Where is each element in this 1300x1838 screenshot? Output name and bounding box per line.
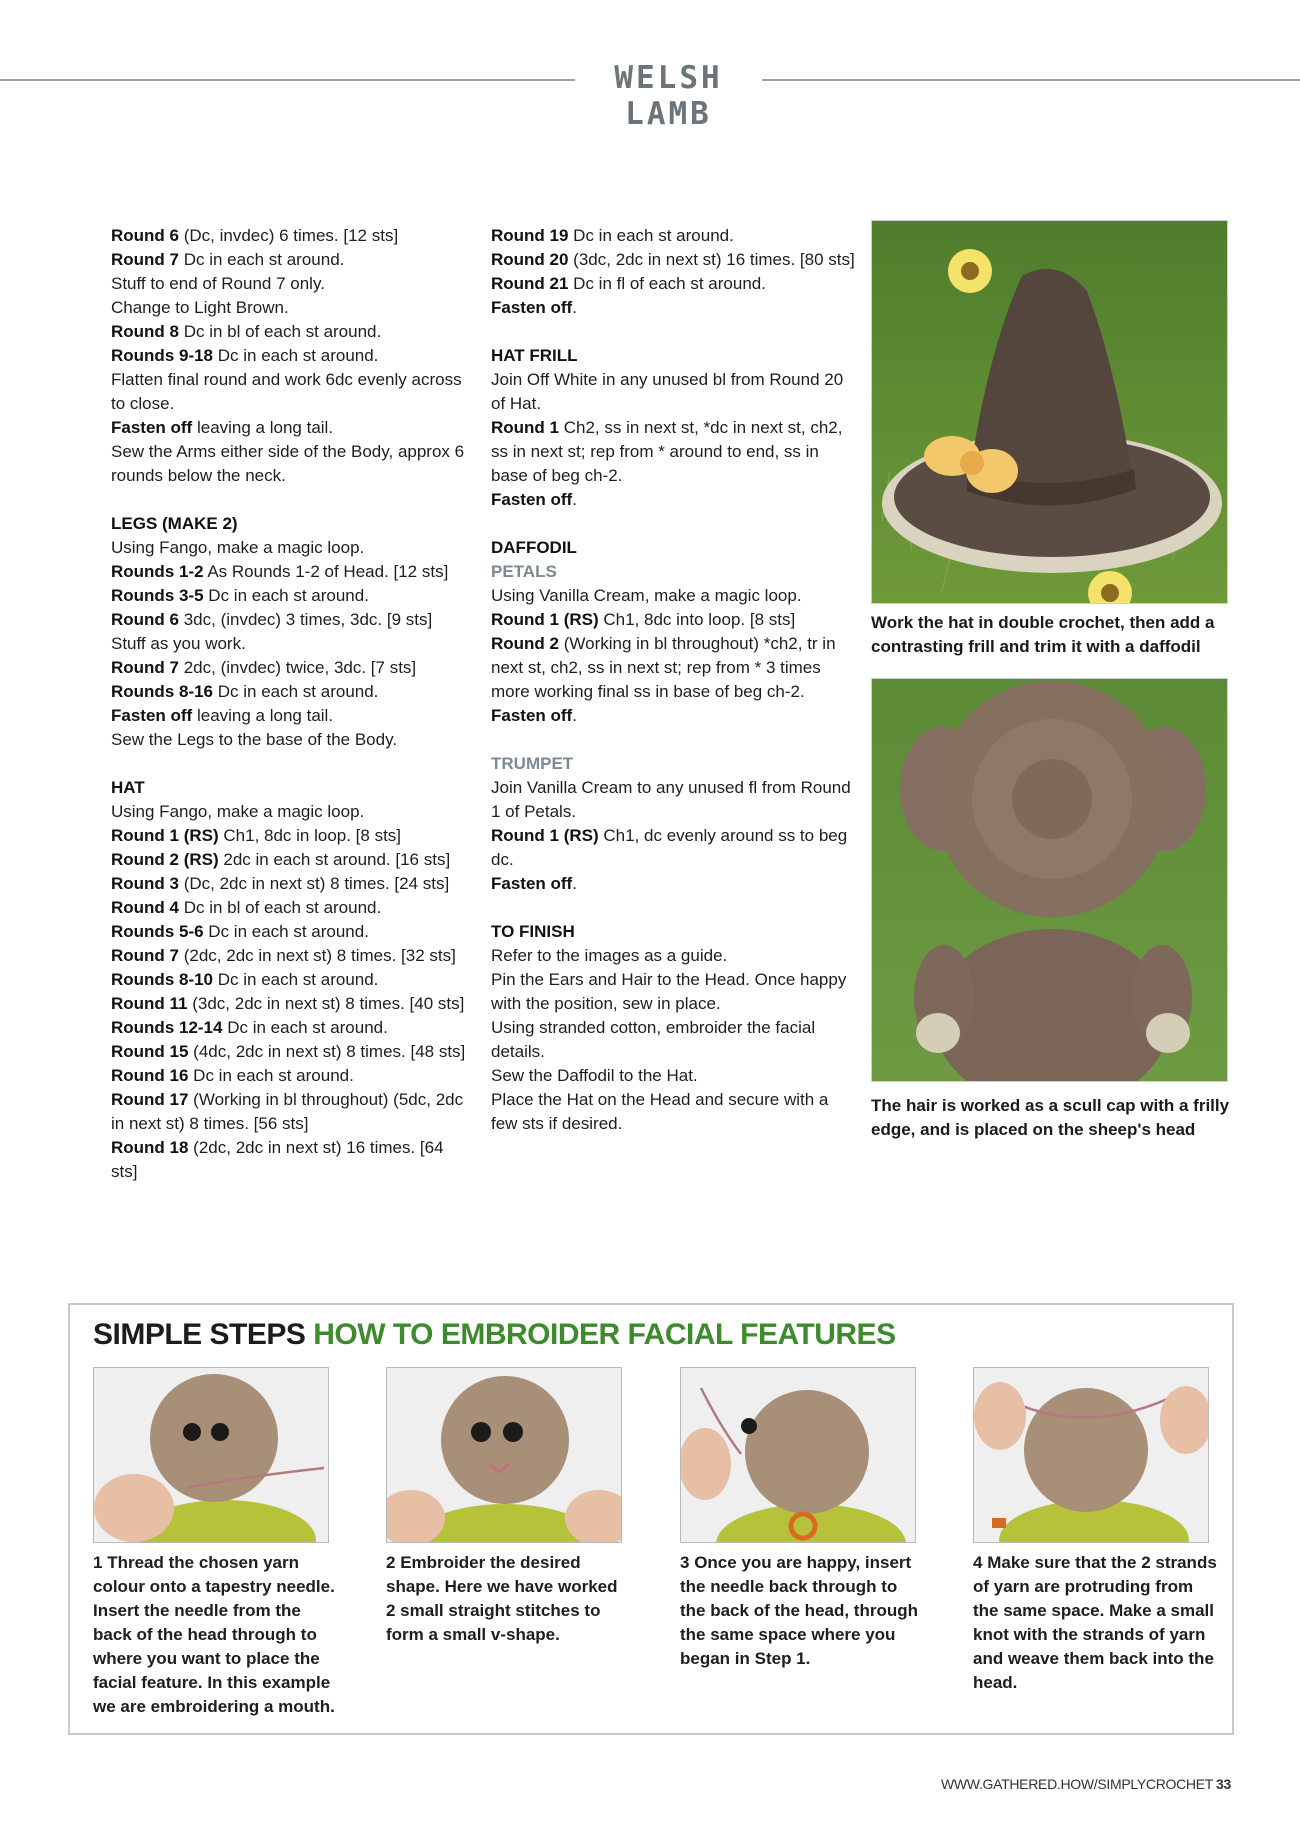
pattern-line bbox=[111, 608, 471, 632]
pattern-line bbox=[111, 1064, 471, 1088]
step-4-instruction: Make sure that the 2 strands of yarn are protruding from the same space. Make a small knot with the strands of yarn and weave them back into the head. bbox=[973, 1553, 1217, 1692]
round-instruction: Using stranded cotton, embroider the facial details. bbox=[491, 1018, 816, 1061]
pattern-line bbox=[491, 1064, 856, 1088]
pattern-line bbox=[491, 872, 856, 896]
round-label: Rounds 12-14 bbox=[111, 1018, 223, 1037]
step-2-instruction: Embroider the desired shape. Here we have worked 2 small straight stitches to form a small v-shape. bbox=[386, 1553, 618, 1644]
round-instruction: Dc in each st around. bbox=[213, 970, 379, 989]
step-1-number: 1 bbox=[93, 1553, 103, 1572]
round-instruction: (2dc, 2dc in next st) 16 times. [64 sts] bbox=[111, 1138, 444, 1181]
pattern-line bbox=[491, 1088, 856, 1136]
header-rule-right bbox=[762, 79, 1300, 81]
pattern-line bbox=[111, 272, 471, 296]
round-instruction: . bbox=[572, 706, 577, 725]
section-subheading: TRUMPET bbox=[491, 754, 574, 773]
step-3-text bbox=[680, 1551, 925, 1671]
section-heading: DAFFODIL bbox=[491, 538, 577, 557]
pattern-line bbox=[491, 824, 856, 872]
pattern-line bbox=[491, 968, 856, 1016]
round-instruction: Using Fango, make a magic loop. bbox=[111, 538, 365, 557]
round-instruction: 3dc, (invdec) 3 times, 3dc. [9 sts] bbox=[179, 610, 433, 629]
pattern-line bbox=[111, 296, 471, 320]
round-instruction: As Rounds 1-2 of Head. [12 sts] bbox=[203, 562, 449, 581]
round-label: Round 4 bbox=[111, 898, 179, 917]
round-label: Rounds 5-6 bbox=[111, 922, 204, 941]
page-number: 33 bbox=[1216, 1776, 1231, 1792]
section-heading: HAT bbox=[111, 778, 145, 797]
pattern-line bbox=[111, 248, 471, 272]
pattern-line bbox=[491, 368, 856, 416]
pattern-line bbox=[491, 584, 856, 608]
round-instruction: Place the Hat on the Head and secure with a few sts if desired. bbox=[491, 1090, 829, 1133]
pattern-line bbox=[111, 368, 471, 416]
step-4-text bbox=[973, 1551, 1218, 1695]
pattern-line bbox=[111, 632, 471, 656]
round-label: Round 3 bbox=[111, 874, 179, 893]
round-instruction: Sew the Arms either side of the Body, approx 6 rounds below the neck. bbox=[111, 442, 465, 485]
section-heading: TO FINISH bbox=[491, 922, 575, 941]
round-instruction: Pin the Ears and Hair to the Head. Once happy with the position, sew in place. bbox=[491, 970, 847, 1013]
round-label: Fasten off bbox=[491, 706, 573, 725]
round-label: Round 2 (RS) bbox=[111, 850, 219, 869]
round-instruction: Stuff to end of Round 7 only. bbox=[111, 274, 325, 293]
round-label: Round 7 bbox=[111, 250, 179, 269]
round-label: Round 11 bbox=[111, 994, 188, 1013]
round-label: Fasten off bbox=[491, 298, 573, 317]
round-label: Rounds 8-10 bbox=[111, 970, 214, 989]
step-2-number: 2 bbox=[386, 1553, 396, 1572]
pattern-column-1 bbox=[111, 224, 471, 1184]
round-instruction: 2dc, (invdec) twice, 3dc. [7 sts] bbox=[179, 658, 417, 677]
round-label: Round 8 bbox=[111, 322, 179, 341]
spacer bbox=[111, 488, 471, 512]
pattern-line bbox=[491, 776, 856, 824]
pattern-line bbox=[491, 248, 856, 272]
round-instruction: Dc in bl of each st around. bbox=[179, 898, 382, 917]
round-instruction: (2dc, 2dc in next st) 8 times. [32 sts] bbox=[179, 946, 456, 965]
pattern-line bbox=[111, 872, 471, 896]
round-instruction: . bbox=[572, 298, 577, 317]
round-instruction: Ch2, ss in next st, *dc in next st, ch2, ss in next st; rep from * around to end, ss in base of beg ch-2. bbox=[491, 418, 843, 485]
round-label: Fasten off bbox=[111, 706, 193, 725]
hat-photo bbox=[871, 220, 1228, 604]
round-label: Rounds 3-5 bbox=[111, 586, 204, 605]
step-1-photo bbox=[93, 1367, 329, 1543]
pattern-line bbox=[491, 944, 856, 968]
round-instruction: Ch1, 8dc in loop. [8 sts] bbox=[218, 826, 402, 845]
round-instruction: . bbox=[572, 490, 577, 509]
round-instruction: Dc in each st around. bbox=[222, 1018, 388, 1037]
pattern-line bbox=[491, 632, 856, 704]
pattern-line bbox=[111, 1136, 471, 1184]
round-instruction: Join Vanilla Cream to any unused fl from Round 1 of Petals. bbox=[491, 778, 851, 821]
pattern-line bbox=[111, 416, 471, 440]
simple-steps-title bbox=[93, 1318, 896, 1352]
pattern-line bbox=[111, 992, 471, 1016]
step-3-photo bbox=[680, 1367, 916, 1543]
pattern-line bbox=[111, 536, 471, 560]
pattern-line bbox=[111, 824, 471, 848]
pattern-line bbox=[111, 440, 471, 488]
round-instruction: (Working in bl throughout) (5dc, 2dc in next st) 8 times. [56 sts] bbox=[111, 1090, 464, 1133]
section-heading: LEGS (MAKE 2) bbox=[111, 514, 238, 533]
round-instruction: Sew the Legs to the base of the Body. bbox=[111, 730, 398, 749]
round-instruction: . bbox=[572, 874, 577, 893]
step-4-photo bbox=[973, 1367, 1209, 1543]
round-label: Round 1 (RS) bbox=[491, 610, 599, 629]
pattern-line bbox=[491, 608, 856, 632]
spacer bbox=[491, 896, 856, 920]
steps-title-subject: HOW TO EMBROIDER FACIAL FEATURES bbox=[313, 1318, 896, 1351]
round-instruction: Dc in each st around. bbox=[213, 346, 379, 365]
spacer bbox=[491, 728, 856, 752]
round-label: Round 20 bbox=[491, 250, 569, 269]
round-instruction: Sew the Daffodil to the Hat. bbox=[491, 1066, 698, 1085]
footer-url[interactable]: WWW.GATHERED.HOW/SIMPLYCROCHET bbox=[940, 1776, 1214, 1792]
step-2-text bbox=[386, 1551, 631, 1647]
pattern-line bbox=[111, 224, 471, 248]
hat-photo-caption: Work the hat in double crochet, then add a contrasting frill and trim it with a daffodil bbox=[871, 613, 1215, 656]
round-label: Round 17 bbox=[111, 1090, 189, 1109]
round-instruction: leaving a long tail. bbox=[192, 706, 334, 725]
pattern-line bbox=[111, 584, 471, 608]
hair-photo bbox=[871, 678, 1228, 1082]
round-label: Fasten off bbox=[111, 418, 193, 437]
pattern-line bbox=[111, 680, 471, 704]
round-label: Round 6 bbox=[111, 610, 179, 629]
pattern-line bbox=[491, 224, 856, 248]
round-instruction: Using Vanilla Cream, make a magic loop. bbox=[491, 586, 802, 605]
pattern-line bbox=[111, 800, 471, 824]
pattern-line bbox=[111, 344, 471, 368]
step-2-photo bbox=[386, 1367, 622, 1543]
round-instruction: Dc in fl of each st around. bbox=[568, 274, 766, 293]
round-instruction: (3dc, 2dc in next st) 8 times. [40 sts] bbox=[187, 994, 465, 1013]
round-instruction: Ch1, dc evenly around ss to beg dc. bbox=[491, 826, 848, 869]
pattern-line bbox=[111, 1088, 471, 1136]
pattern-line bbox=[491, 296, 856, 320]
page-title: WELSH LAMB bbox=[614, 60, 723, 132]
pattern-line bbox=[111, 944, 471, 968]
pattern-line bbox=[111, 1040, 471, 1064]
round-label: Round 6 bbox=[111, 226, 179, 245]
pattern-line bbox=[111, 896, 471, 920]
section-subheading: PETALS bbox=[491, 562, 557, 581]
round-instruction: (Dc, 2dc in next st) 8 times. [24 sts] bbox=[179, 874, 450, 893]
spacer bbox=[491, 512, 856, 536]
step-1-instruction: Thread the chosen yarn colour onto a tapestry needle. Insert the needle from the back of the head through to where you want to place the facial feature. In this example we are embroidering a mouth. bbox=[93, 1553, 335, 1716]
round-label: Round 19 bbox=[491, 226, 569, 245]
spacer bbox=[111, 752, 471, 776]
pattern-line bbox=[111, 728, 471, 752]
round-instruction: 2dc in each st around. [16 sts] bbox=[218, 850, 451, 869]
round-instruction: (3dc, 2dc in next st) 16 times. [80 sts] bbox=[568, 250, 855, 269]
page-footer bbox=[941, 1776, 1231, 1792]
pattern-line bbox=[111, 704, 471, 728]
section-heading: HAT FRILL bbox=[491, 346, 578, 365]
round-instruction: Dc in each st around. bbox=[203, 922, 369, 941]
pattern-line bbox=[111, 1016, 471, 1040]
step-3-number: 3 bbox=[680, 1553, 690, 1572]
round-instruction: Flatten final round and work 6dc evenly across to close. bbox=[111, 370, 462, 413]
hair-photo-caption: The hair is worked as a scull cap with a frilly edge, and is placed on the sheep's head bbox=[871, 1096, 1230, 1139]
round-label: Round 16 bbox=[111, 1066, 189, 1085]
round-instruction: (4dc, 2dc in next st) 8 times. [48 sts] bbox=[188, 1042, 466, 1061]
round-instruction: Stuff as you work. bbox=[111, 634, 246, 653]
round-label: Round 21 bbox=[491, 274, 569, 293]
round-label: Round 7 bbox=[111, 946, 179, 965]
round-instruction: Refer to the images as a guide. bbox=[491, 946, 728, 965]
pattern-line bbox=[111, 920, 471, 944]
round-label: Round 1 bbox=[491, 418, 559, 437]
step-1-text bbox=[93, 1551, 338, 1719]
pattern-line bbox=[111, 560, 471, 584]
round-label: Rounds 1-2 bbox=[111, 562, 204, 581]
pattern-line bbox=[111, 656, 471, 680]
round-instruction: Dc in bl of each st around. bbox=[179, 322, 382, 341]
round-instruction: (Working in bl throughout) *ch2, tr in next st, ch2, ss in next st; rep from * 3 times more working final ss in base of beg ch-2. bbox=[491, 634, 836, 701]
round-instruction: Using Fango, make a magic loop. bbox=[111, 802, 365, 821]
round-label: Round 2 bbox=[491, 634, 559, 653]
round-label: Round 1 (RS) bbox=[111, 826, 219, 845]
round-label: Rounds 8-16 bbox=[111, 682, 214, 701]
pattern-line bbox=[111, 848, 471, 872]
round-instruction: Join Off White in any unused bl from Round 20 of Hat. bbox=[491, 370, 844, 413]
round-instruction: (Dc, invdec) 6 times. [12 sts] bbox=[179, 226, 399, 245]
round-label: Round 7 bbox=[111, 658, 179, 677]
round-label: Round 18 bbox=[111, 1138, 189, 1157]
pattern-line bbox=[491, 272, 856, 296]
round-instruction: Dc in each st around. bbox=[188, 1066, 354, 1085]
round-instruction: Change to Light Brown. bbox=[111, 298, 289, 317]
steps-title-label: SIMPLE STEPS bbox=[93, 1318, 306, 1351]
step-3-instruction: Once you are happy, insert the needle back through to the back of the head, through the same space where you began in Step 1. bbox=[680, 1553, 919, 1668]
round-instruction: Dc in each st around. bbox=[203, 586, 369, 605]
pattern-line bbox=[491, 488, 856, 512]
pattern-line bbox=[111, 968, 471, 992]
round-instruction: Dc in each st around. bbox=[179, 250, 345, 269]
round-label: Round 15 bbox=[111, 1042, 189, 1061]
header-rule-left bbox=[0, 79, 575, 81]
pattern-line bbox=[111, 320, 471, 344]
round-label: Rounds 9-18 bbox=[111, 346, 214, 365]
round-instruction: leaving a long tail. bbox=[192, 418, 334, 437]
daisy-flower-icon bbox=[948, 249, 992, 293]
round-instruction: Dc in each st around. bbox=[213, 682, 379, 701]
round-instruction: Dc in each st around. bbox=[568, 226, 734, 245]
pattern-line bbox=[491, 1016, 856, 1064]
pattern-column-2 bbox=[491, 224, 856, 1136]
round-label: Fasten off bbox=[491, 490, 573, 509]
spacer bbox=[491, 320, 856, 344]
step-4-number: 4 bbox=[973, 1553, 983, 1572]
round-label: Round 1 (RS) bbox=[491, 826, 599, 845]
round-label: Fasten off bbox=[491, 874, 573, 893]
pattern-line bbox=[491, 416, 856, 488]
round-instruction: Ch1, 8dc into loop. [8 sts] bbox=[598, 610, 796, 629]
pattern-line bbox=[491, 704, 856, 728]
